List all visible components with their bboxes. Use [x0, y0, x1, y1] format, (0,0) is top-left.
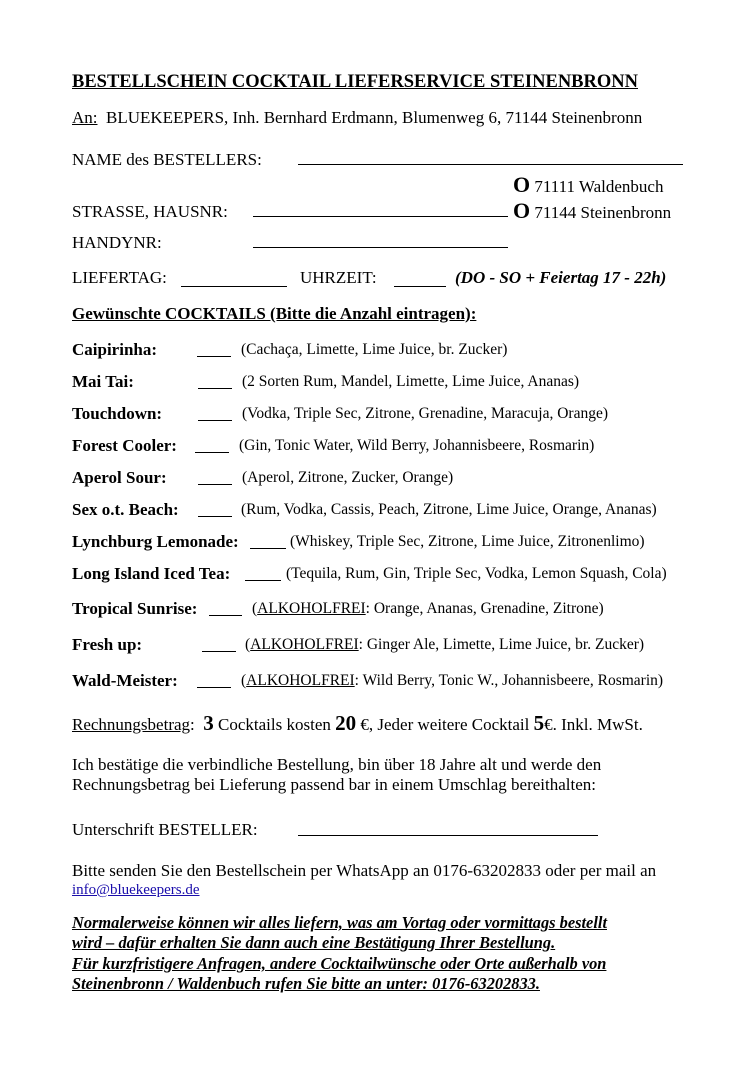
city-option-label: 71144 Steinenbronn	[534, 203, 672, 222]
delivery-hours-note: (DO - SO + Feiertag 17 - 22h)	[455, 268, 667, 287]
pricing-text2: €, Jeder weitere Cocktail	[360, 715, 530, 734]
cocktail-name: Fresh up:	[72, 635, 143, 654]
cocktail-ingredients-open: (	[252, 600, 258, 617]
pricing-line	[72, 711, 643, 736]
signature-label: Unterschrift BESTELLER:	[72, 820, 258, 839]
delivery-time-field[interactable]	[394, 284, 446, 287]
cocktail-quantity-field[interactable]	[209, 614, 242, 616]
cocktail-quantity-field[interactable]	[202, 650, 236, 652]
cocktail-ingredients	[252, 600, 604, 618]
cocktail-quantity-field[interactable]	[198, 515, 232, 517]
cocktail-name: Wald-Meister:	[72, 671, 178, 690]
cocktail-name: Caipirinha:	[72, 340, 158, 359]
cocktail-quantity-field[interactable]	[245, 579, 281, 581]
confirmation-line-2: Rechnungsbetrag bei Lieferung passend bar in einem Umschlag bereithalten:	[72, 775, 596, 794]
cocktail-ingredients: (Tequila, Rum, Gin, Triple Sec, Vodka, Lemon Squash, Cola)	[286, 565, 667, 582]
cocktail-ingredients: (Vodka, Triple Sec, Zitrone, Grenadine, Maracuja, Orange)	[242, 405, 609, 422]
cocktail-ingredients	[241, 672, 663, 690]
recipient-address: BLUEKEEPERS, Inh. Bernhard Erdmann, Blumenweg 6, 71144 Steinenbronn	[106, 108, 643, 127]
cocktail-quantity-field[interactable]	[197, 686, 231, 688]
alcohol-free-label: ALKOHOLFREI	[246, 672, 355, 689]
city-option-waldenbuch[interactable]	[513, 172, 663, 198]
delivery-day-label: LIEFERTAG:	[72, 268, 167, 287]
cocktail-quantity-field[interactable]	[195, 451, 229, 453]
cocktail-ingredients-open: (	[241, 672, 247, 689]
cocktail-name: Tropical Sunrise:	[72, 599, 198, 618]
name-field[interactable]	[298, 162, 683, 165]
cocktail-name: Forest Cooler:	[72, 436, 177, 455]
cocktail-ingredients-text: : Wild Berry, Tonic W., Johannisbeere, Rosmarin)	[354, 672, 664, 689]
alcohol-free-label: ALKOHOLFREI	[257, 600, 366, 617]
cocktail-ingredients-text: : Orange, Ananas, Grenadine, Zitrone)	[365, 600, 604, 617]
cocktail-ingredients: (Aperol, Zitrone, Zucker, Orange)	[242, 469, 454, 486]
signature-field[interactable]	[298, 833, 598, 836]
pricing-price: 20	[335, 711, 357, 735]
cocktail-name: Touchdown:	[72, 404, 163, 423]
cocktail-ingredients: (Gin, Tonic Water, Wild Berry, Johannisbeere, Rosmarin)	[239, 437, 595, 454]
cocktail-ingredients: (Rum, Vodka, Cassis, Peach, Zitrone, Lime Juice, Orange, Ananas)	[241, 501, 657, 518]
cocktail-ingredients: (Whiskey, Triple Sec, Zitrone, Lime Juice, Zitronenlimo)	[290, 533, 645, 550]
cocktail-quantity-field[interactable]	[197, 355, 231, 357]
phone-field[interactable]	[253, 245, 508, 248]
note-line: Für kurzfristigere Anfragen, andere Cocktailwünsche oder Orte außerhalb von	[72, 954, 607, 973]
checkbox-circle-icon[interactable]: O	[513, 172, 531, 197]
city-option-label: 71111 Waldenbuch	[534, 177, 664, 196]
note-line: Normalerweise können wir alles liefern, was am Vortag oder vormittags bestellt	[72, 913, 607, 932]
cocktail-quantity-field[interactable]	[198, 483, 232, 485]
cocktail-name: Long Island Iced Tea:	[72, 564, 231, 583]
cocktail-ingredients-text: : Ginger Ale, Limette, Lime Juice, br. Zucker)	[358, 636, 645, 653]
pricing-label: Rechnungsbetrag	[72, 715, 191, 734]
checkbox-circle-icon[interactable]: O	[513, 198, 531, 223]
street-label: STRASSE, HAUSNR:	[72, 202, 228, 221]
cocktail-ingredients	[245, 636, 644, 654]
name-label: NAME des BESTELLERS:	[72, 150, 262, 169]
pricing-colon: :	[190, 715, 195, 734]
city-option-steinenbronn[interactable]	[513, 198, 671, 224]
street-field[interactable]	[253, 214, 508, 217]
email-link[interactable]: info@bluekeepers.de	[72, 882, 200, 898]
cocktail-quantity-field[interactable]	[250, 547, 286, 549]
note-line: wird – dafür erhalten Sie dann auch eine Bestätigung Ihrer Bestellung.	[72, 933, 556, 952]
pricing-text3: €. Inkl. MwSt.	[544, 715, 643, 734]
cocktail-ingredients-open: (	[245, 636, 251, 653]
note-line: Steinenbronn / Waldenbuch rufen Sie bitte an unter: 0176-63202833.	[72, 974, 540, 993]
pricing-count: 3	[203, 711, 214, 735]
confirmation-line-1: Ich bestätige die verbindliche Bestellung, bin über 18 Jahre alt und werde den	[72, 755, 602, 774]
phone-label: HANDYNR:	[72, 233, 162, 252]
cocktail-name: Mai Tai:	[72, 372, 134, 391]
cocktail-name: Sex o.t. Beach:	[72, 500, 179, 519]
cocktail-quantity-field[interactable]	[198, 387, 232, 389]
pricing-text1: Cocktails kosten	[218, 715, 331, 734]
delivery-day-field[interactable]	[181, 284, 287, 287]
pricing-extra-price: 5	[533, 711, 545, 735]
cocktail-ingredients: (2 Sorten Rum, Mandel, Limette, Lime Juice, Ananas)	[242, 373, 580, 390]
contact-text: Bitte senden Sie den Bestellschein per WhatsApp an 0176-63202833 oder per mail an	[72, 861, 657, 880]
cocktail-ingredients: (Cachaça, Limette, Lime Juice, br. Zucker)	[241, 341, 508, 358]
cocktail-name: Aperol Sour:	[72, 468, 167, 487]
alcohol-free-label: ALKOHOLFREI	[250, 636, 359, 653]
recipient-label: An:	[72, 108, 98, 127]
cocktails-heading: Gewünschte COCKTAILS (Bitte die Anzahl eintragen):	[72, 304, 477, 323]
cocktail-name: Lynchburg Lemonade:	[72, 532, 239, 551]
delivery-time-label: UHRZEIT:	[300, 268, 377, 287]
page-title: BESTELLSCHEIN COCKTAIL LIEFERSERVICE STEINENBRONN	[72, 72, 638, 92]
cocktail-quantity-field[interactable]	[198, 419, 232, 421]
recipient-line	[72, 108, 642, 128]
